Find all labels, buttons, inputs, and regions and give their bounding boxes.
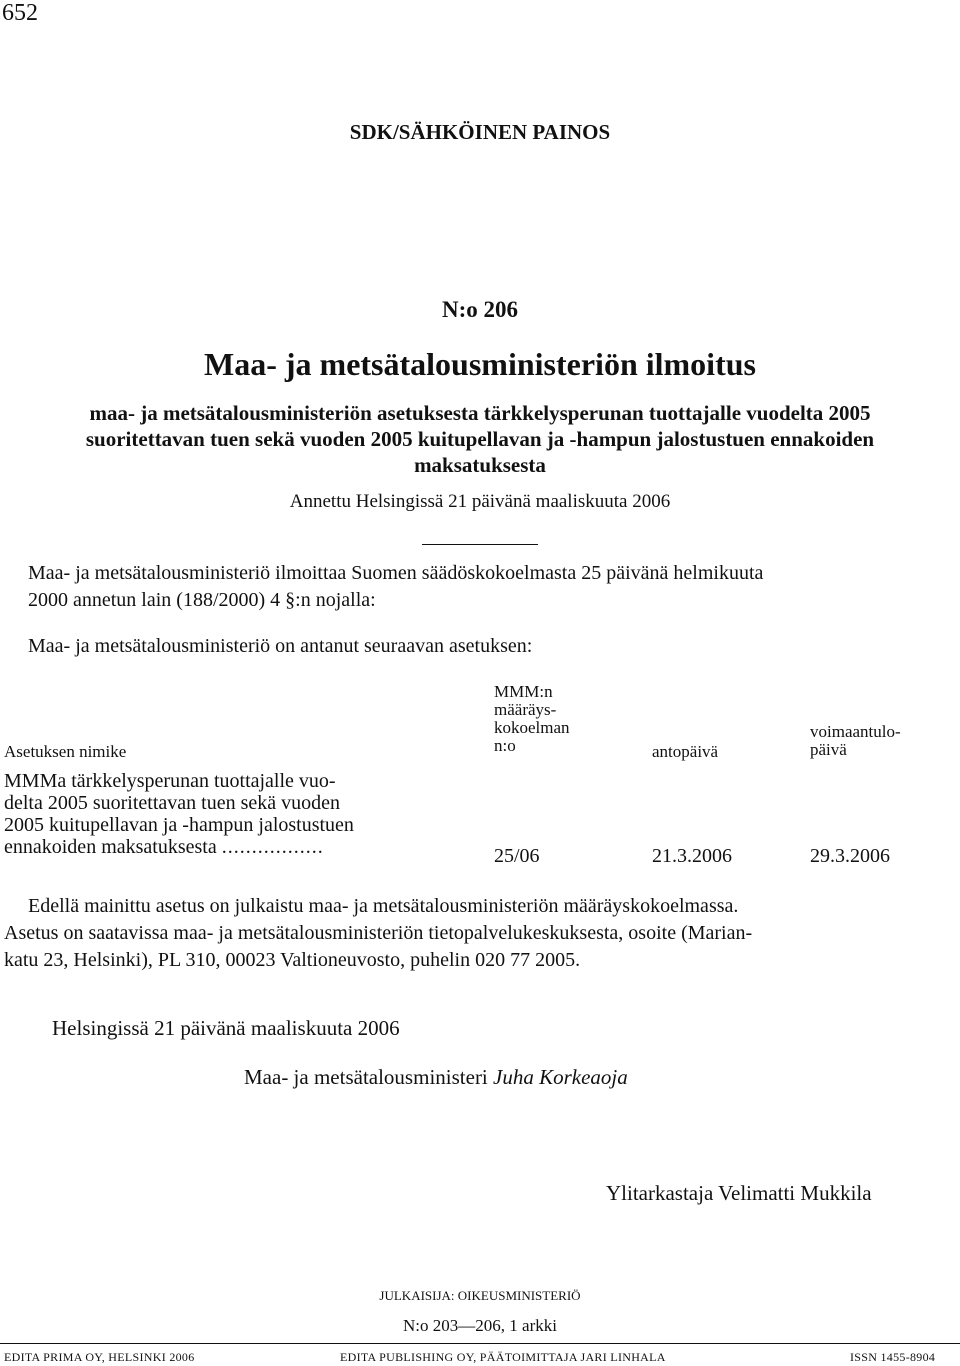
header-issue-date: antopäivä — [652, 742, 719, 761]
header-line: MMM:n — [494, 682, 553, 701]
subtitle-line: maa- ja metsätalousministeriön asetuksesta tärkkelysperunan tuottajalle vuodelta 2005 — [89, 401, 871, 425]
intro-paragraph — [28, 560, 928, 614]
header-line: päivä — [810, 740, 847, 759]
header-line: määräys- — [494, 700, 557, 719]
document-title: Maa- ja metsätalousministeriön ilmoitus — [204, 346, 756, 382]
availability-note — [4, 893, 954, 974]
table-cell-number: 25/06 — [494, 845, 540, 867]
subtitle-line: suoritettavan tuen sekä vuoden 2005 kuitupellavan ja -hampun jalostustuen ennakoiden — [85, 427, 875, 451]
minister-signature — [244, 1065, 628, 1090]
footer-divider — [0, 1343, 960, 1344]
intro-statement: Maa- ja metsätalousministeriö on antanut seuraavan asetuksen: — [28, 635, 533, 657]
header-effective-date — [810, 723, 940, 759]
row-name-line: 2005 kuitupellavan ja -hampun jalostustuen — [4, 814, 354, 836]
edition-heading: SDK/SÄHKÖINEN PAINOS — [349, 120, 611, 144]
divider — [422, 544, 538, 545]
note-line: Asetus on saatavissa maa- ja metsätalousministeriön tietopalvelukeskuksesta, osoite (Marian- — [4, 922, 753, 944]
signature-place-date: Helsingissä 21 päivänä maaliskuuta 2006 — [52, 1016, 400, 1040]
header-line: voimaantulo- — [810, 722, 901, 741]
officer-signature: Ylitarkastaja Velimatti Mukkila — [606, 1181, 872, 1205]
header-regulation-name: Asetuksen nimike — [4, 742, 127, 761]
footer-editor: EDITA PUBLISHING OY, PÄÄTOIMITTAJA JARI LINHALA — [340, 1350, 666, 1364]
intro-line: 2000 annetun lain (188/2000) 4 §:n nojalla: — [28, 589, 376, 611]
publisher-line: JULKAISIJA: OIKEUSMINISTERIÖ — [379, 1288, 581, 1303]
series-line: N:o 203—206, 1 arkki — [403, 1316, 557, 1335]
note-line: Edellä mainittu asetus on julkaistu maa- ja metsätalousministeriön määräyskokoelmassa. — [28, 895, 739, 917]
table-cell-effective-date: 29.3.2006 — [810, 845, 890, 867]
row-name-line: ennakoiden maksatuksesta ................. — [4, 836, 324, 858]
minister-title: Maa- ja metsätalousministeri — [244, 1065, 488, 1089]
note-line: katu 23, Helsinki), PL 310, 00023 Valtioneuvosto, puhelin 020 77 2005. — [4, 949, 581, 971]
leader-dots: ................. — [221, 836, 324, 858]
issued-date: Annettu Helsingissä 21 päivänä maaliskuuta 2006 — [289, 491, 671, 512]
row-name-line: delta 2005 suoritettavan tuen sekä vuoden — [4, 792, 341, 814]
document-subtitle — [0, 400, 960, 478]
table-row-name — [4, 770, 354, 858]
row-name-line: MMMa tärkkelysperunan tuottajalle vuo- — [4, 770, 336, 792]
header-line: kokoelman — [494, 718, 570, 737]
page-number: 652 — [2, 0, 38, 26]
document-number: N:o 206 — [441, 297, 519, 322]
subtitle-line: maksatuksesta — [414, 453, 546, 477]
footer-issn: ISSN 1455-8904 — [850, 1350, 936, 1364]
minister-name: Juha Korkeaoja — [493, 1065, 628, 1089]
header-collection-number — [494, 683, 614, 755]
intro-line: Maa- ja metsätalousministeriö ilmoittaa Suomen säädöskokoelmasta 25 päivänä helmikuuta — [28, 562, 764, 584]
header-line: n:o — [494, 736, 516, 755]
footer-printer: EDITA PRIMA OY, HELSINKI 2006 — [4, 1350, 195, 1364]
table-cell-issue-date: 21.3.2006 — [652, 845, 732, 867]
